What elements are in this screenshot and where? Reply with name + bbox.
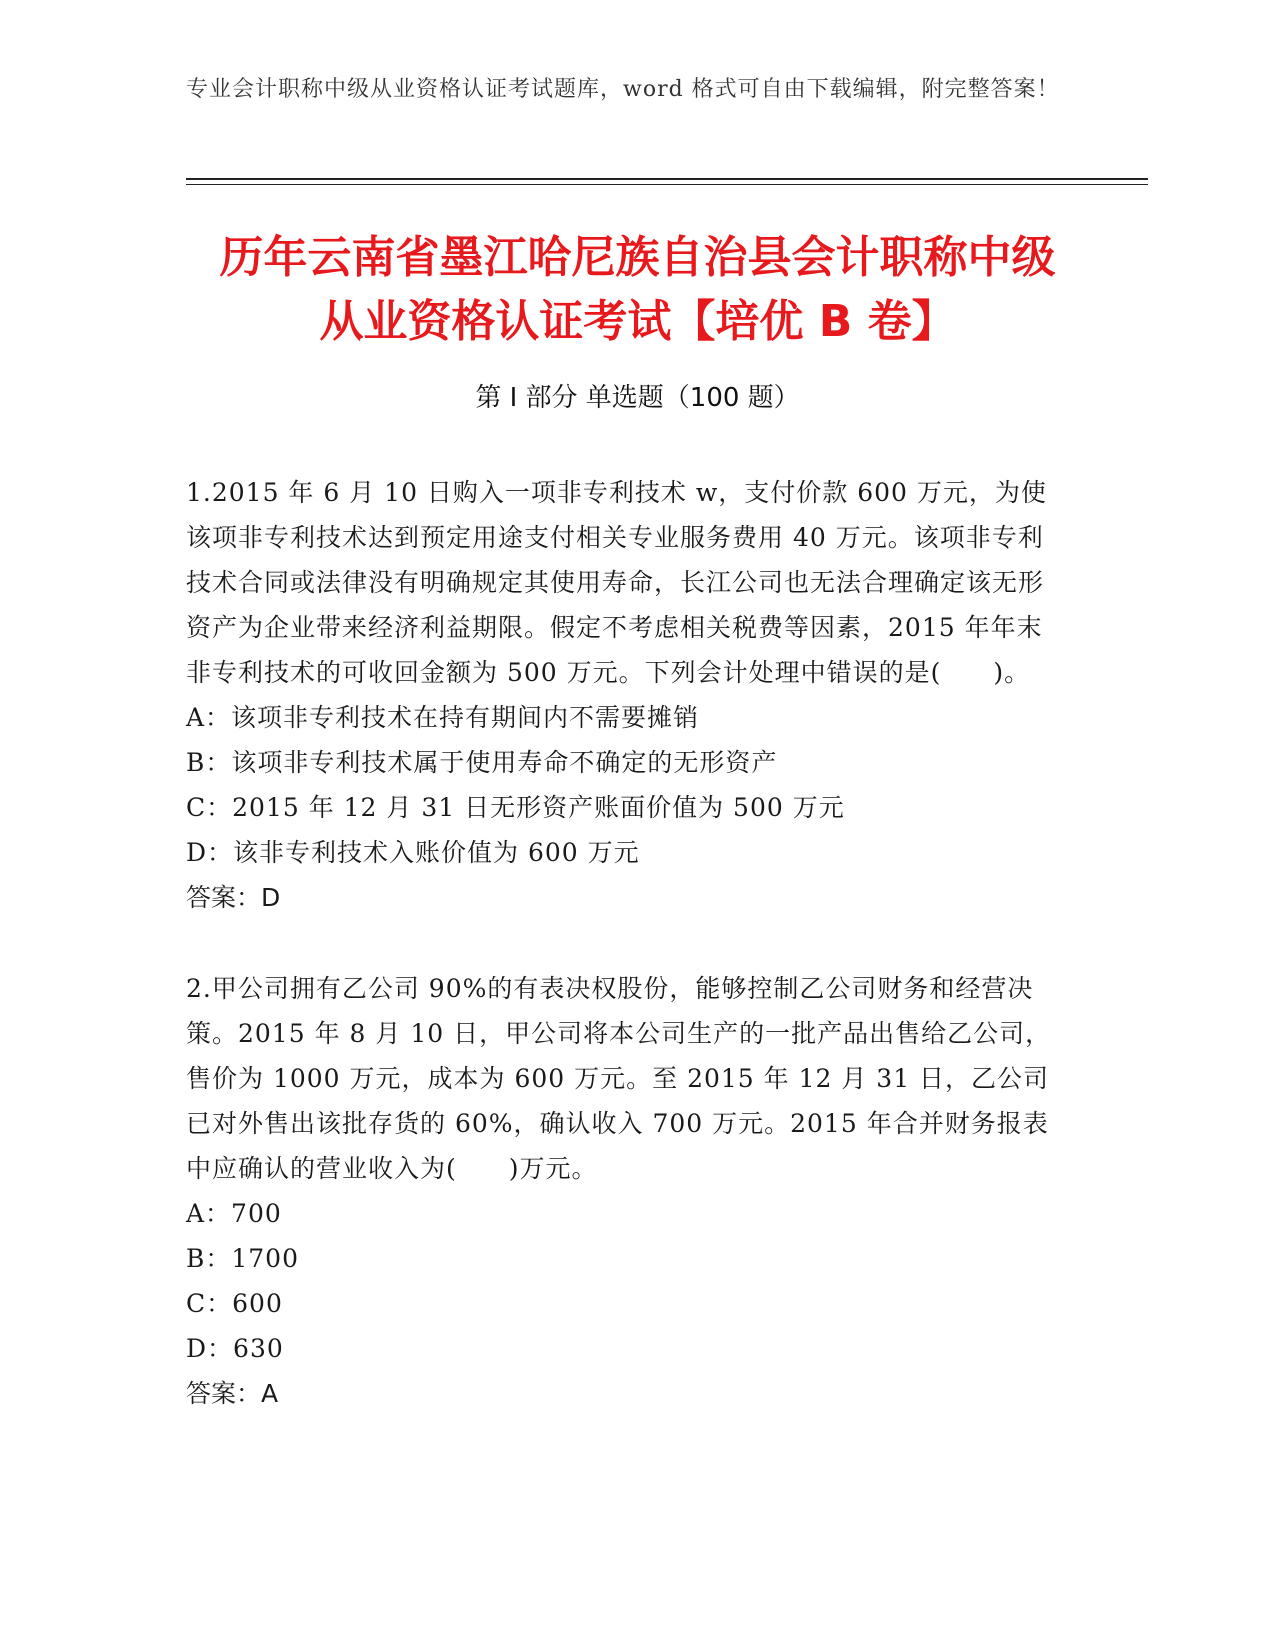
question-stem: 1.2015 年 6 月 10 日购入一项非专利技术 w，支付价款 600 万元，为使该项非专利技术达到预定用途支付相关专业服务费用 40 万元。该项非专利技术合同或法律没有明确规定其使用寿命，长江公司也无法合理确定该无形资产为企业带来经济利益期限。假定不考虑相关税费等因素，2015 年年末非专利技术的可收回金额为 500 万元。下列会计处理中错误的是( )。	[186, 478, 1047, 687]
question-stem: 2.甲公司拥有乙公司 90%的有表决权股份，能够控制乙公司财务和经营决策。2015 年 8 月 10 日，甲公司将本公司生产的一批产品出售给乙公司，售价为 1000 万元，成本为 600 万元。至 2015 年 12 月 31 日，乙公司已对外售出该批存货的 60%，确认收入 700 万元。2015 年合并财务报表中应确认的营业收入为( )万元。	[186, 974, 1052, 1183]
option-a: A：700	[186, 1199, 282, 1228]
option-c: C：2015 年 12 月 31 日无形资产账面价值为 500 万元	[186, 793, 845, 822]
document-title-line-1: 历年云南省墨江哈尼族自治县会计职称中级	[219, 232, 1056, 283]
header-divider-thick	[186, 178, 1148, 180]
option-d: D：该非专利技术入账价值为 600 万元	[186, 838, 640, 867]
option-d: D：630	[186, 1334, 284, 1363]
section-title: 第 I 部分 单选题（100 题）	[475, 383, 800, 413]
option-b: B：1700	[186, 1244, 299, 1273]
question-1	[186, 470, 1066, 920]
option-b: B：该项非专利技术属于使用寿命不确定的无形资产	[186, 748, 778, 777]
answer-line: 答案：A	[186, 1379, 279, 1408]
question-2	[186, 966, 1066, 1416]
document-title-line-2: 从业资格认证考试【培优 B 卷】	[319, 296, 956, 347]
option-a: A：该项非专利技术在持有期间内不需要摊销	[186, 703, 700, 732]
document-title	[150, 226, 1125, 354]
header-divider-thin	[186, 184, 1148, 185]
question-list	[186, 470, 1066, 1462]
answer-line: 答案：D	[186, 883, 281, 912]
option-c: C：600	[186, 1289, 283, 1318]
header-note: 专业会计职称中级从业资格认证考试题库，word 格式可自由下载编辑，附完整答案！	[186, 77, 1060, 102]
